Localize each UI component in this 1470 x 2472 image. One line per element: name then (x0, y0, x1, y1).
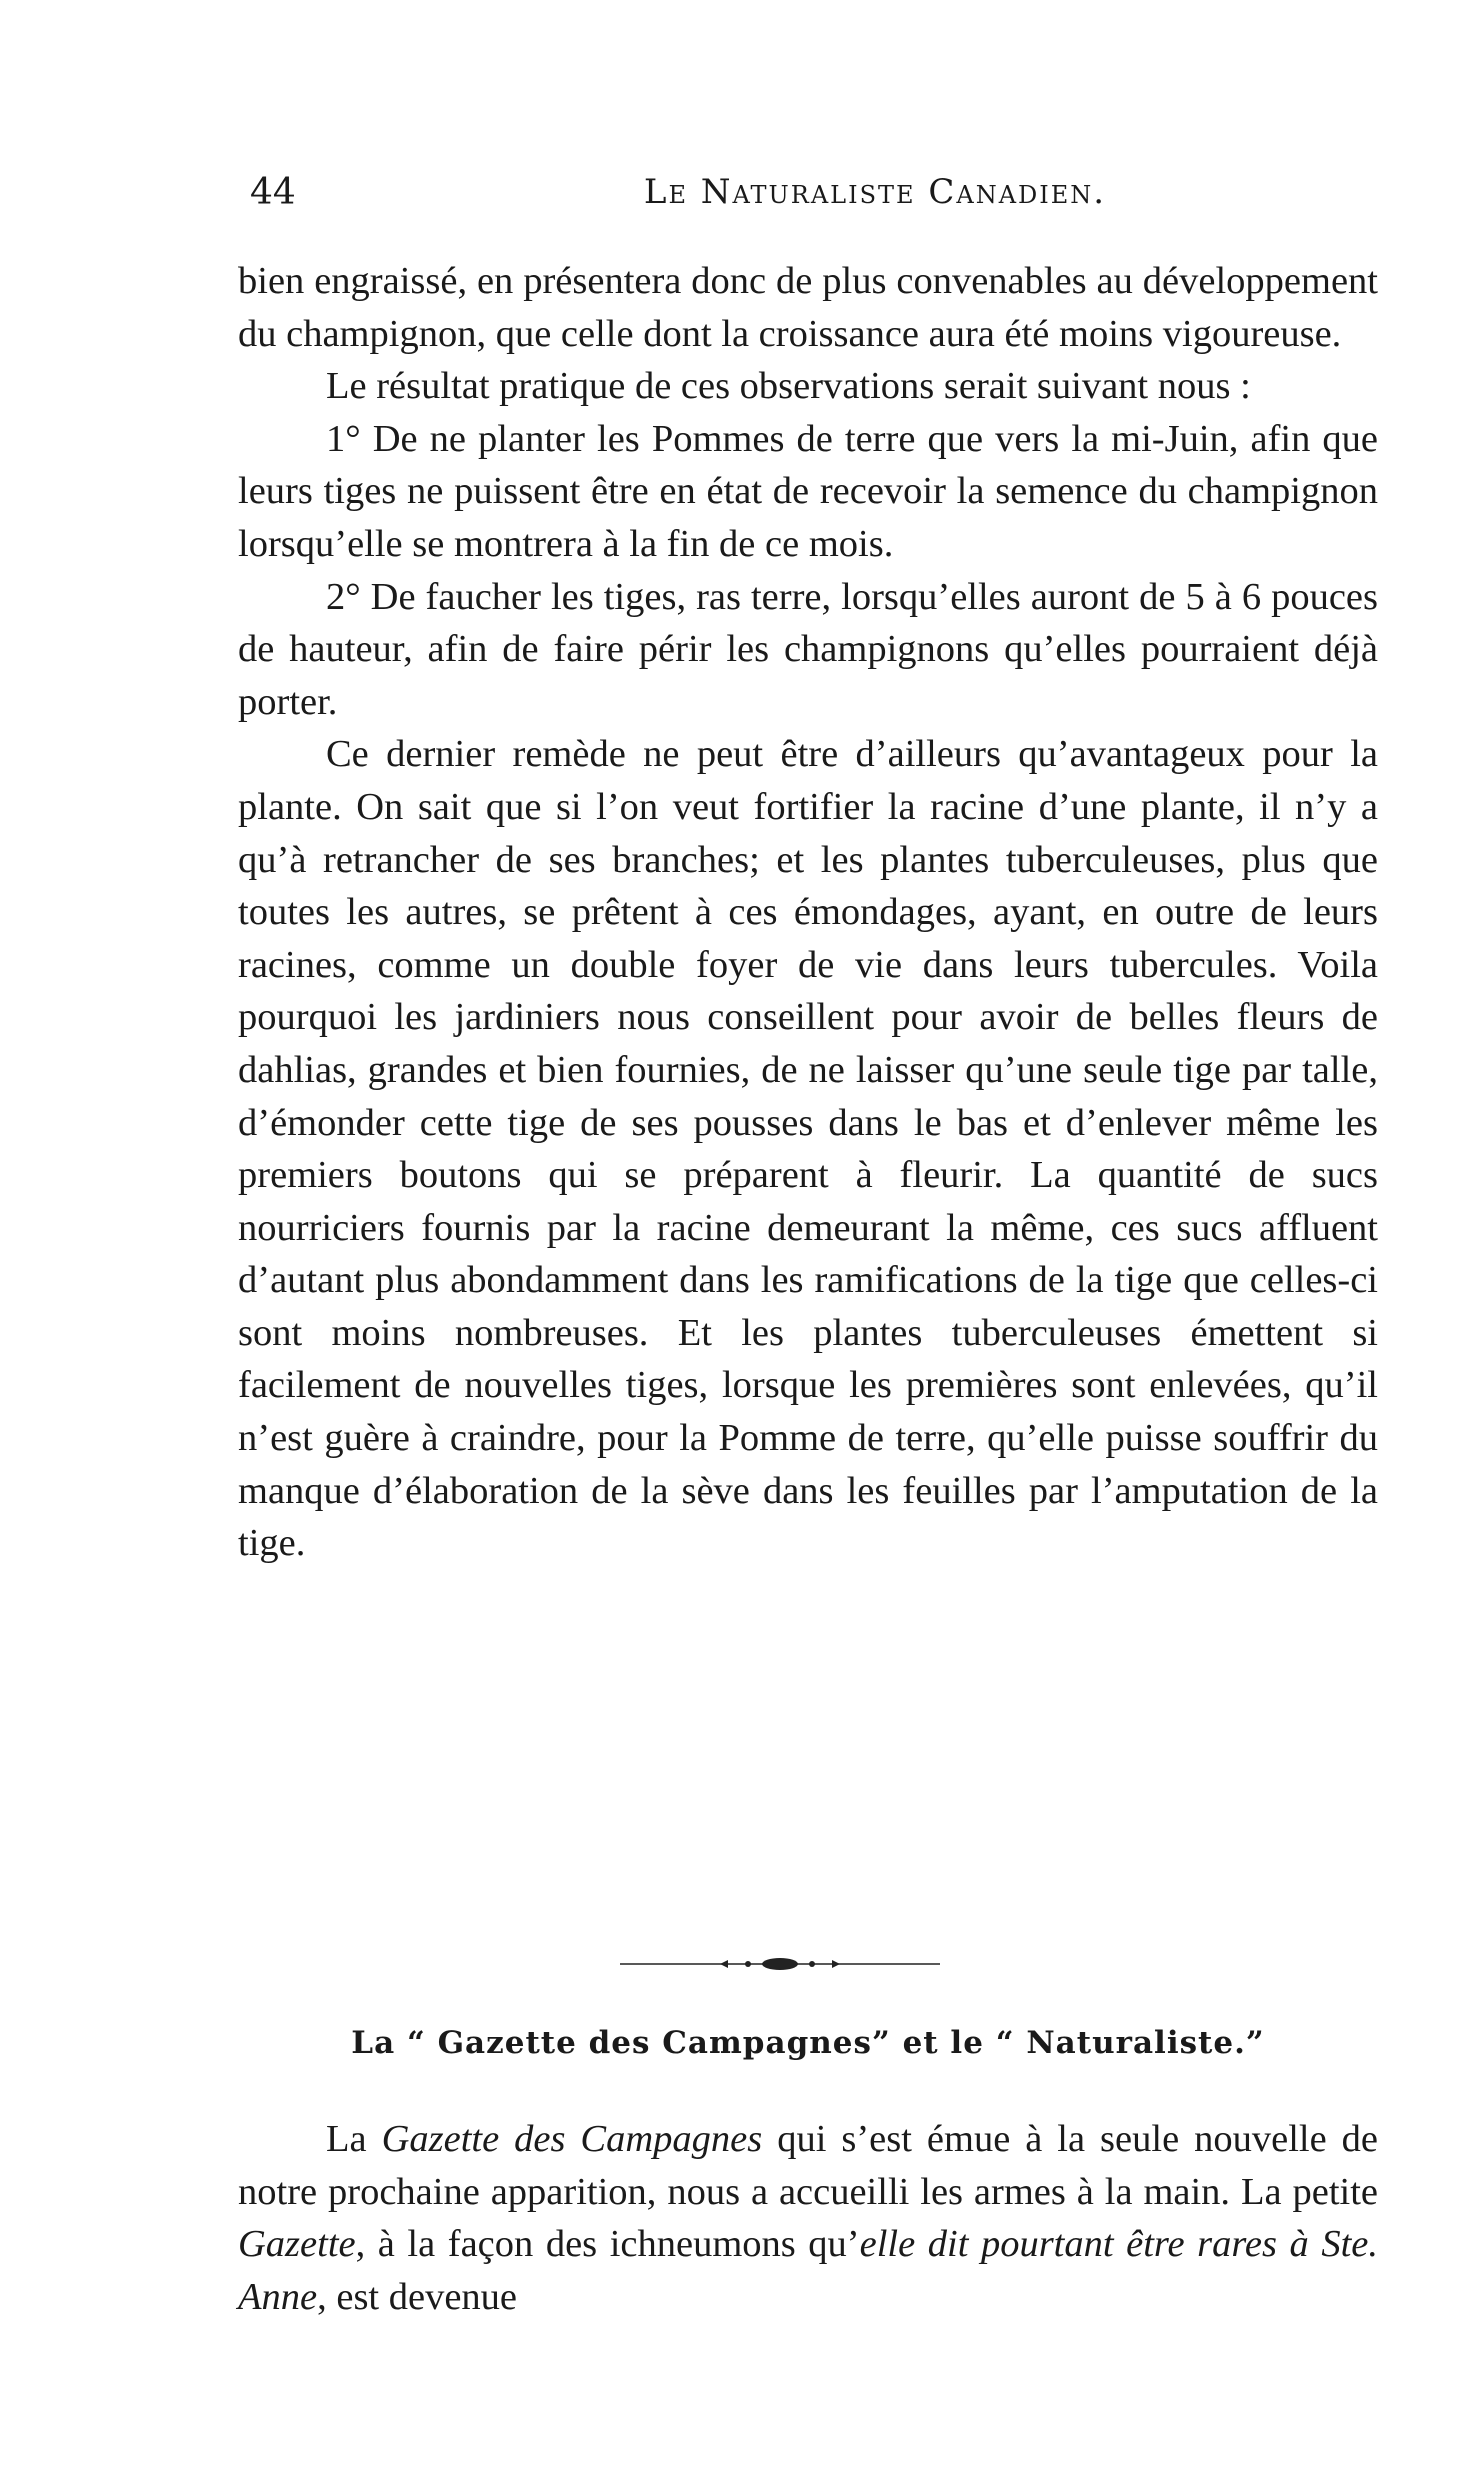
italic-title: Gazette des Campagnes (381, 2118, 763, 2160)
text-run: , est devenue (317, 2275, 518, 2318)
italic-title: Gazette (238, 2223, 356, 2266)
section-heading: La “ Gazette des Campagnes” et le “ Naturaliste.” (351, 2025, 1265, 2061)
paragraph: 2° De faucher les tiges, ras terre, lorsqu’elles auront de 5 à 6 pouces de hauteur, afin de faire périr les champignons qu’elles pourraient déjà porter. (238, 575, 1378, 723)
text-run: La (326, 2118, 382, 2160)
paragraph (238, 2113, 1378, 2323)
running-title: Le Naturaliste Canadien. (643, 172, 1107, 212)
paragraph: Le résultat pratique de ces observations serait suivant nous : (326, 365, 1251, 408)
paragraph: bien engraissé, en présentera donc de plus convenables au développement du champignon, que celle dont la croissance aura été moins vigoureuse. (238, 260, 1378, 355)
paragraph: 1° De ne planter les Pommes de terre que vers la mi-Juin, afin que leurs tiges ne puissent être en état de recevoir la semence du champignon lorsqu’elle se montrera à la fin de ce mois. (238, 417, 1378, 565)
page-number: 44 (250, 172, 296, 213)
text-run: , à la façon des ichneumons qu’ (355, 2223, 860, 2266)
text-run: qui s’est émue à la seule nouvelle de notre prochaine apparition, nous a accueilli les armes à la main. La petite (238, 2118, 1379, 2213)
page-header (250, 172, 1370, 232)
ornament-divider-icon (620, 1952, 940, 1976)
paragraph: Ce dernier remède ne peut être d’ailleurs qu’avantageux pour la plante. On sait que si l’on veut fortifier la racine d’une plante, il n’y a qu’à retrancher de ses branches; et les plantes tuberculeuses, plus que toutes les autres, se prêtent à ces émondages, ayant, en outre de leurs racines, comme un double foyer de vie dans leurs tubercules. Voila pourquoi les jardiniers nous conseillent pour avoir de belles fleurs de dahlias, grandes et bien fournies, de ne laisser qu’une seule tige par talle, d’émonder cette tige de ses pousses dans le bas et d’enlever même les premiers boutons qui se préparent à fleurir. La quantité de sucs nourriciers fournis par la racine demeurant la même, ces sucs affluent d’autant plus abondamment dans les ramifications de la tige que celles-ci sont moins nombreuses. Et les plantes tuberculeuses émettent si facilement de nouvelles tiges, lorsque les premières sont enlevées, qu’il n’est guère à craindre, pour la Pomme de terre, qu’elle puisse souffrir du manque d’élaboration de la sève dans les feuilles par l’amputation de la tige. (238, 733, 1378, 1565)
italic-quote: elle dit pourtant être rares à Ste. Anne (238, 2223, 1378, 2318)
body-text (238, 255, 1378, 1570)
section-text (238, 2113, 1378, 2323)
